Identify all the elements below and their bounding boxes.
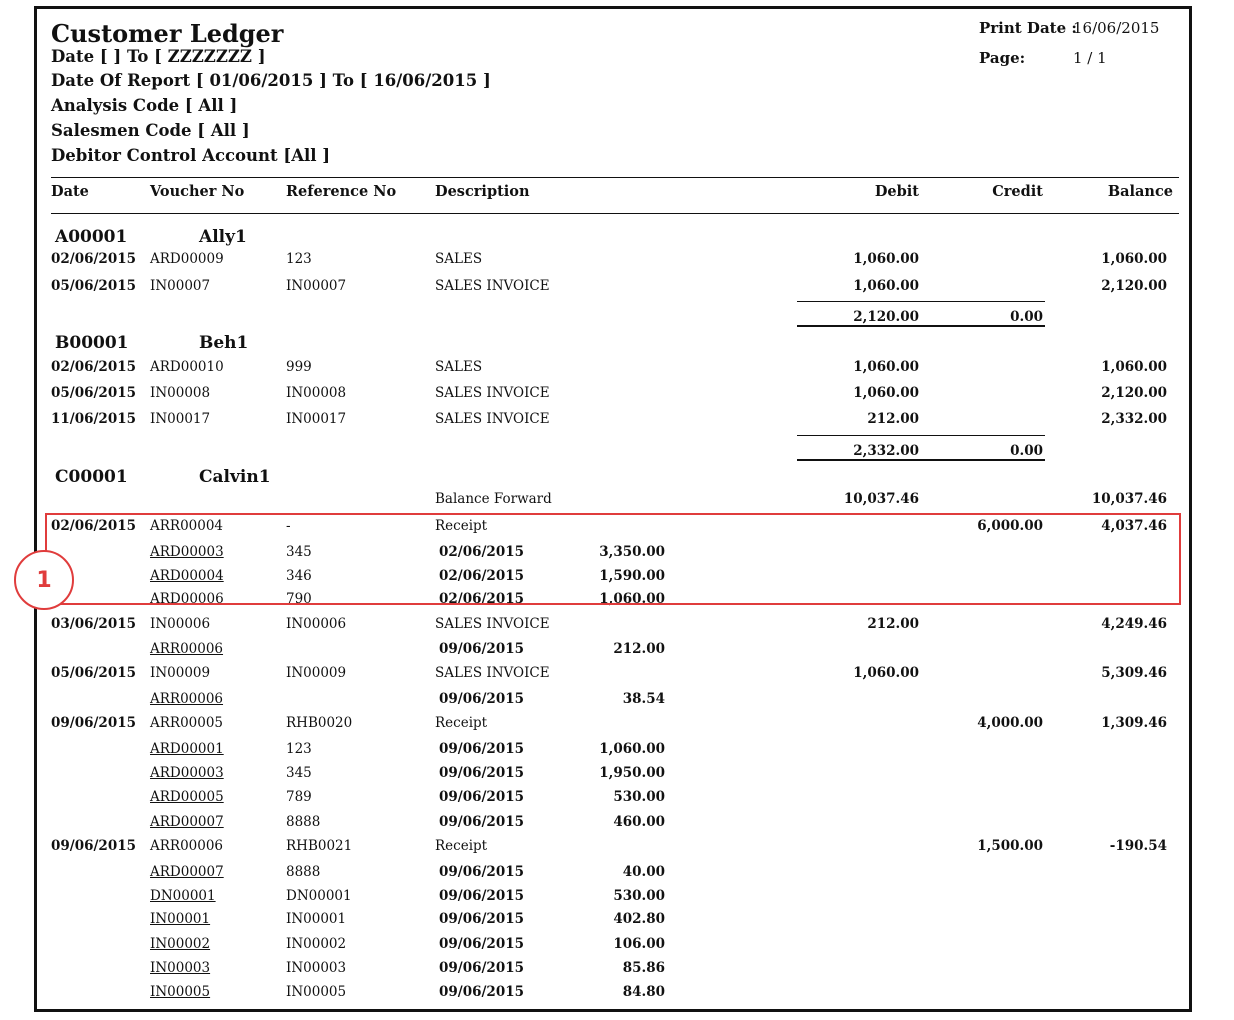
knockoff-date: 09/06/2015: [439, 984, 525, 1000]
knockoff-doc-link[interactable]: ARD00003: [150, 544, 224, 560]
row-date: 02/06/2015: [51, 359, 137, 375]
filter-analysis-code: Analysis Code [ All ]: [51, 96, 238, 115]
row-voucher: ARD00010: [150, 359, 224, 375]
subtotal-bottom-rule: [797, 325, 1045, 327]
knockoff-doc-link[interactable]: ARD00001: [150, 741, 224, 757]
row-date: 11/06/2015: [51, 411, 137, 427]
balance-forward-row: [37, 487, 1189, 511]
row-desc: SALES: [435, 251, 483, 267]
table-row: [37, 834, 1189, 858]
header-top-rule: [51, 177, 1179, 178]
row-balance: 1,060.00: [1101, 251, 1167, 267]
knockoff-date: 02/06/2015: [439, 568, 525, 584]
knockoff-row: [37, 785, 1189, 809]
row-voucher: ARR00005: [150, 715, 224, 731]
row-debit: 1,060.00: [853, 278, 919, 294]
subtotal-top-rule: [797, 435, 1045, 436]
row-voucher: IN00008: [150, 385, 211, 401]
row-desc: SALES INVOICE: [435, 616, 550, 632]
knockoff-date: 09/06/2015: [439, 864, 525, 880]
row-voucher: ARR00006: [150, 838, 224, 854]
callout-number: 1: [36, 567, 52, 593]
knockoff-amount: 3,350.00: [599, 544, 665, 560]
row-desc: SALES INVOICE: [435, 278, 550, 294]
row-ref: IN00007: [286, 278, 347, 294]
knockoff-row: [37, 932, 1189, 956]
row-date: 03/06/2015: [51, 616, 137, 632]
knockoff-date: 09/06/2015: [439, 741, 525, 757]
row-desc: Receipt: [435, 838, 488, 854]
knockoff-ref: 345: [286, 765, 312, 781]
row-balance: 5,309.46: [1101, 665, 1167, 681]
knockoff-ref: 8888: [286, 864, 321, 880]
annotation-callout-badge: [14, 550, 74, 610]
row-ref: IN00006: [286, 616, 347, 632]
knockoff-doc-link[interactable]: ARD00007: [150, 814, 224, 830]
knockoff-date: 09/06/2015: [439, 789, 525, 805]
knockoff-date: 09/06/2015: [439, 936, 525, 952]
print-date-label: Print Date :: [979, 19, 1077, 37]
row-debit: 1,060.00: [853, 359, 919, 375]
knockoff-amount: 1,950.00: [599, 765, 665, 781]
knockoff-amount: 212.00: [613, 641, 665, 657]
row-debit: 212.00: [867, 616, 919, 632]
knockoff-row: [37, 761, 1189, 785]
balance-forward-label: Balance Forward: [435, 491, 552, 507]
knockoff-doc-link[interactable]: IN00005: [150, 984, 211, 1000]
knockoff-row: [37, 540, 1189, 564]
row-voucher: ARR00004: [150, 518, 224, 534]
subtotal-debit: 2,120.00: [853, 309, 919, 325]
row-ref: IN00008: [286, 385, 347, 401]
knockoff-ref: 345: [286, 544, 312, 560]
row-ref: RHB0020: [286, 715, 353, 731]
col-description: Description: [435, 183, 530, 200]
knockoff-doc-link[interactable]: ARR00006: [150, 691, 224, 707]
row-balance: 2,120.00: [1101, 278, 1167, 294]
filter-debitor-account: Debitor Control Account [All ]: [51, 146, 331, 165]
knockoff-ref: IN00003: [286, 960, 347, 976]
row-ref: RHB0021: [286, 838, 353, 854]
row-credit: 4,000.00: [977, 715, 1043, 731]
group-code: C00001: [55, 467, 128, 487]
row-balance: 2,120.00: [1101, 385, 1167, 401]
group-header: [37, 331, 1189, 355]
row-balance: 1,060.00: [1101, 359, 1167, 375]
row-ref: IN00009: [286, 665, 347, 681]
col-voucher-no: Voucher No: [150, 183, 245, 200]
knockoff-date: 09/06/2015: [439, 911, 525, 927]
knockoff-ref: IN00002: [286, 936, 347, 952]
knockoff-date: 09/06/2015: [439, 888, 525, 904]
balance-forward-balance: 10,037.46: [1091, 491, 1167, 507]
row-voucher: IN00017: [150, 411, 211, 427]
ledger-report-page: [34, 6, 1192, 1012]
knockoff-row: [37, 737, 1189, 761]
knockoff-doc-link[interactable]: ARD00005: [150, 789, 224, 805]
row-debit: 1,060.00: [853, 665, 919, 681]
report-title: Customer Ledger: [51, 19, 284, 48]
subtotal-bottom-rule: [797, 459, 1045, 461]
row-voucher: ARD00009: [150, 251, 224, 267]
filter-report-date: Date Of Report [ 01/06/2015 ] To [ 16/06/2015 ]: [51, 71, 491, 90]
knockoff-amount: 1,590.00: [599, 568, 665, 584]
row-desc: Receipt: [435, 715, 488, 731]
row-balance: 2,332.00: [1101, 411, 1167, 427]
knockoff-row: [37, 884, 1189, 908]
row-date: 05/06/2015: [51, 665, 137, 681]
subtotal-credit: 0.00: [1010, 443, 1043, 459]
row-balance: 4,037.46: [1101, 518, 1167, 534]
knockoff-date: 02/06/2015: [439, 544, 525, 560]
table-row: [37, 355, 1189, 379]
table-row: [37, 274, 1189, 298]
group-header: [37, 465, 1189, 489]
knockoff-doc-link[interactable]: ARD00004: [150, 568, 224, 584]
col-date: Date: [51, 183, 89, 200]
knockoff-row: [37, 687, 1189, 711]
knockoff-ref: 789: [286, 789, 312, 805]
header-bottom-rule: [51, 213, 1179, 214]
knockoff-row: [37, 564, 1189, 588]
col-debit: Debit: [874, 183, 919, 200]
knockoff-ref: IN00001: [286, 911, 347, 927]
knockoff-date: 09/06/2015: [439, 765, 525, 781]
row-balance: -190.54: [1109, 838, 1167, 854]
subtotal-top-rule: [797, 301, 1045, 302]
knockoff-row: [37, 980, 1189, 1004]
knockoff-ref: IN00005: [286, 984, 347, 1000]
knockoff-amount: 85.86: [622, 960, 665, 976]
knockoff-doc-link[interactable]: ARR00006: [150, 641, 224, 657]
row-debit: 1,060.00: [853, 251, 919, 267]
knockoff-amount: 106.00: [613, 936, 665, 952]
group-code: A00001: [55, 227, 128, 247]
page-value: 1 / 1: [1073, 49, 1107, 67]
row-date: 05/06/2015: [51, 278, 137, 294]
row-voucher: IN00006: [150, 616, 211, 632]
group-name: Beh1: [199, 333, 249, 353]
knockoff-ref: 346: [286, 568, 312, 584]
knockoff-row: [37, 860, 1189, 884]
knockoff-date: 09/06/2015: [439, 691, 525, 707]
row-desc: SALES INVOICE: [435, 411, 550, 427]
group-name: Calvin1: [199, 467, 271, 487]
knockoff-ref: 8888: [286, 814, 321, 830]
knockoff-amount: 1,060.00: [599, 591, 665, 607]
page-label: Page:: [979, 49, 1026, 67]
knockoff-ref: 790: [286, 591, 312, 607]
knockoff-amount: 460.00: [613, 814, 665, 830]
knockoff-doc-link[interactable]: IN00001: [150, 911, 211, 927]
knockoff-doc-link[interactable]: IN00002: [150, 936, 211, 952]
knockoff-doc-link[interactable]: ARD00007: [150, 864, 224, 880]
knockoff-ref: 123: [286, 741, 312, 757]
row-balance: 4,249.46: [1101, 616, 1167, 632]
knockoff-doc-link[interactable]: DN00001: [150, 888, 216, 904]
col-balance: Balance: [1107, 183, 1173, 200]
row-voucher: IN00007: [150, 278, 211, 294]
knockoff-date: 09/06/2015: [439, 814, 525, 830]
knockoff-row: [37, 587, 1189, 611]
subtotal-debit: 2,332.00: [853, 443, 919, 459]
balance-forward-debit: 10,037.46: [843, 491, 919, 507]
table-row: [37, 711, 1189, 735]
row-ref: IN00017: [286, 411, 347, 427]
row-desc: Receipt: [435, 518, 488, 534]
col-credit: Credit: [992, 183, 1043, 200]
row-debit: 1,060.00: [853, 385, 919, 401]
row-debit: 212.00: [867, 411, 919, 427]
knockoff-amount: 84.80: [622, 984, 665, 1000]
row-date: 02/06/2015: [51, 251, 137, 267]
table-row: [37, 407, 1189, 431]
row-date: 05/06/2015: [51, 385, 137, 401]
knockoff-row: [37, 956, 1189, 980]
print-date-value: 16/06/2015: [1073, 19, 1160, 37]
group-header: [37, 225, 1189, 249]
knockoff-row: [37, 637, 1189, 661]
knockoff-date: 09/06/2015: [439, 641, 525, 657]
table-row: [37, 381, 1189, 405]
knockoff-doc-link[interactable]: ARD00003: [150, 765, 224, 781]
knockoff-ref: DN00001: [286, 888, 352, 904]
filter-date-range: Date [ ] To [ ZZZZZZZ ]: [51, 47, 266, 66]
subtotal-credit: 0.00: [1010, 309, 1043, 325]
knockoff-row: [37, 907, 1189, 931]
row-balance: 1,309.46: [1101, 715, 1167, 731]
row-desc: SALES INVOICE: [435, 665, 550, 681]
row-desc: SALES: [435, 359, 483, 375]
table-row: [37, 661, 1189, 685]
col-reference-no: Reference No: [286, 183, 397, 200]
group-code: B00001: [55, 333, 129, 353]
knockoff-amount: 530.00: [613, 888, 665, 904]
table-row: [37, 247, 1189, 271]
row-date: 09/06/2015: [51, 715, 137, 731]
table-row: [37, 612, 1189, 636]
knockoff-amount: 530.00: [613, 789, 665, 805]
row-credit: 6,000.00: [977, 518, 1043, 534]
knockoff-row: [37, 810, 1189, 834]
knockoff-date: 02/06/2015: [439, 591, 525, 607]
row-date: 09/06/2015: [51, 838, 137, 854]
knockoff-doc-link[interactable]: IN00003: [150, 960, 211, 976]
row-credit: 1,500.00: [977, 838, 1043, 854]
row-desc: SALES INVOICE: [435, 385, 550, 401]
knockoff-date: 09/06/2015: [439, 960, 525, 976]
knockoff-doc-link[interactable]: ARD00006: [150, 591, 224, 607]
knockoff-amount: 402.80: [613, 911, 665, 927]
knockoff-amount: 38.54: [622, 691, 665, 707]
filter-salesmen-code: Salesmen Code [ All ]: [51, 121, 250, 140]
knockoff-amount: 40.00: [622, 864, 665, 880]
table-row: [37, 514, 1189, 538]
group-name: Ally1: [199, 227, 247, 247]
row-ref: -: [286, 518, 291, 534]
row-date: 02/06/2015: [51, 518, 137, 534]
knockoff-amount: 1,060.00: [599, 741, 665, 757]
row-ref: 123: [286, 251, 312, 267]
row-ref: 999: [286, 359, 312, 375]
row-voucher: IN00009: [150, 665, 211, 681]
